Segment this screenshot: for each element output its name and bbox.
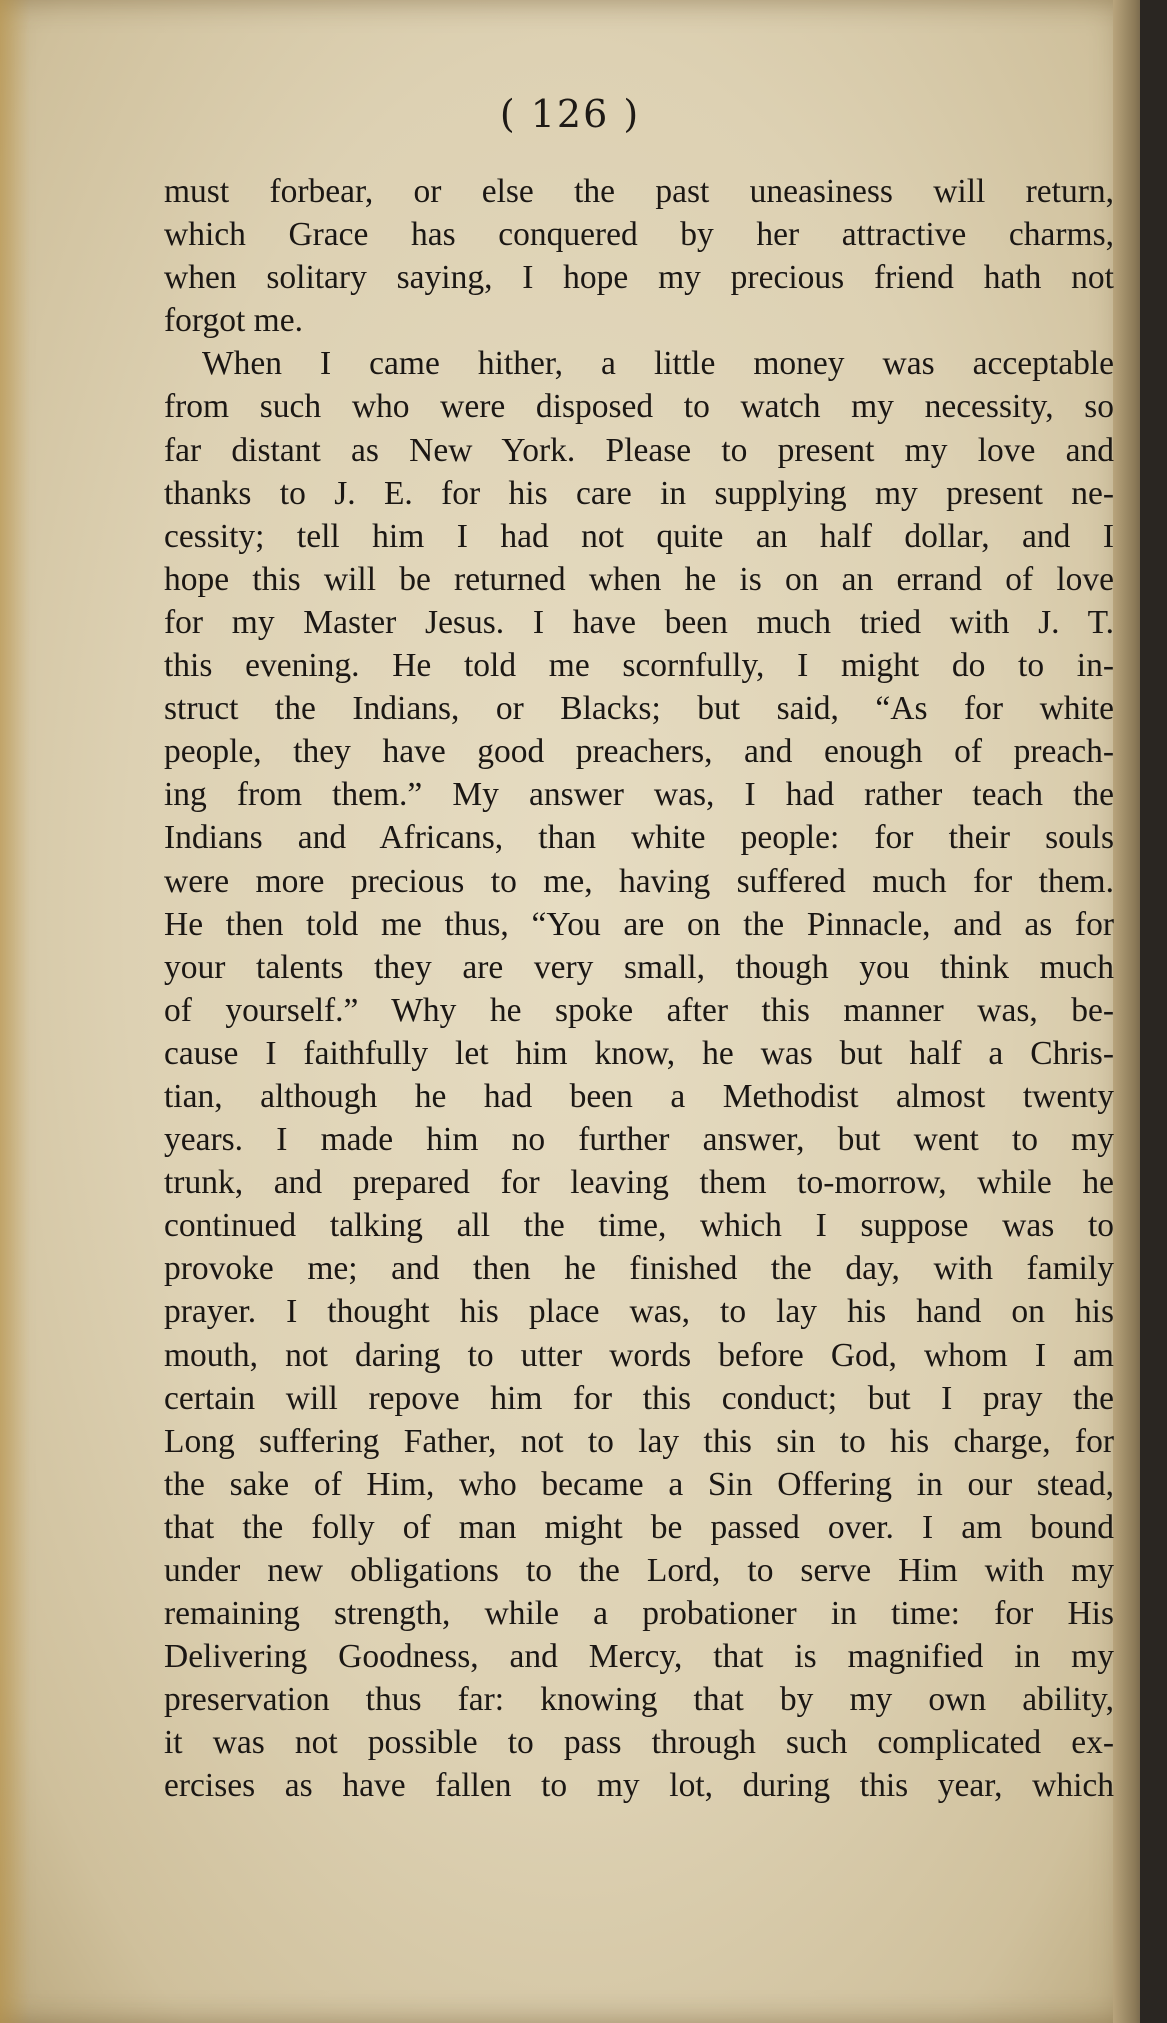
text-line: ercises as have fallen to my lot, during this year, which bbox=[164, 1767, 1114, 1805]
text-line: prayer. I thought his place was, to lay his hand on his bbox=[164, 1293, 1114, 1331]
text-line: your talents they are very small, though you think much bbox=[164, 948, 1114, 986]
page-edge bbox=[1113, 0, 1140, 2023]
text-line: hope this will be returned when he is on an errand of love bbox=[164, 560, 1114, 598]
text-line: of yourself.” Why he spoke after this manner was, be- bbox=[164, 991, 1114, 1029]
text-line: cessity; tell him I had not quite an half dollar, and I bbox=[164, 517, 1114, 555]
text-line: Long suffering Father, not to lay this sin to his charge, for bbox=[164, 1422, 1114, 1460]
text-line: continued talking all the time, which I suppose was to bbox=[164, 1207, 1114, 1245]
text-line: preservation thus far: knowing that by my own ability, bbox=[164, 1681, 1114, 1719]
text-line: cause I faithfully let him know, he was but half a Chris- bbox=[164, 1034, 1114, 1072]
text-line: Indians and Africans, than white people: for their souls bbox=[164, 819, 1114, 857]
text-line: remaining strength, while a probationer in time: for His bbox=[164, 1595, 1114, 1633]
text-line: When I came hither, a little money was acceptable bbox=[202, 345, 1114, 383]
text-line: were more precious to me, having suffered much for them. bbox=[164, 862, 1114, 900]
text-line: tian, although he had been a Methodist almost twenty bbox=[164, 1077, 1114, 1115]
text-line: Delivering Goodness, and Mercy, that is magnified in my bbox=[164, 1638, 1114, 1676]
page-number: ( 126 ) bbox=[499, 92, 641, 136]
text-line: people, they have good preachers, and enough of preach- bbox=[164, 733, 1114, 771]
text-line: certain will repove him for this conduct; but I pray the bbox=[164, 1379, 1114, 1417]
text-line: forgot me. bbox=[164, 302, 303, 340]
text-line: when solitary saying, I hope my precious friend hath not bbox=[164, 259, 1114, 297]
text-line: which Grace has conquered by her attractive charms, bbox=[164, 216, 1114, 254]
text-line: must forbear, or else the past uneasiness will return, bbox=[164, 173, 1114, 210]
text-line: He then told me thus, “You are on the Pinnacle, and as for bbox=[164, 905, 1114, 943]
text-line: trunk, and prepared for leaving them to-morrow, while he bbox=[164, 1164, 1114, 1202]
text-line: thanks to J. E. for his care in supplying my present ne- bbox=[164, 474, 1114, 512]
text-line: provoke me; and then he finished the day, with family bbox=[164, 1250, 1114, 1288]
text-line: years. I made him no further answer, but went to my bbox=[164, 1121, 1114, 1159]
text-line: this evening. He told me scornfully, I might do to in- bbox=[164, 647, 1114, 685]
text-line: it was not possible to pass through such complicated ex- bbox=[164, 1724, 1114, 1762]
text-line: that the folly of man might be passed over. I am bound bbox=[164, 1508, 1114, 1546]
body-text bbox=[164, 170, 1114, 1808]
text-line: far distant as New York. Please to present my love and bbox=[164, 431, 1114, 469]
text-line: under new obligations to the Lord, to serve Him with my bbox=[164, 1552, 1114, 1589]
text-line: for my Master Jesus. I have been much tried with J. T. bbox=[164, 603, 1114, 641]
text-line: struct the Indians, or Blacks; but said, “As for white bbox=[164, 690, 1114, 728]
text-line: from such who were disposed to watch my necessity, so bbox=[164, 388, 1114, 426]
page-stain bbox=[0, 0, 30, 2023]
text-line: the sake of Him, who became a Sin Offering in our stead, bbox=[164, 1465, 1114, 1503]
text-line: ing from them.” My answer was, I had rather teach the bbox=[164, 776, 1114, 814]
text-line: mouth, not daring to utter words before God, whom I am bbox=[164, 1336, 1114, 1374]
